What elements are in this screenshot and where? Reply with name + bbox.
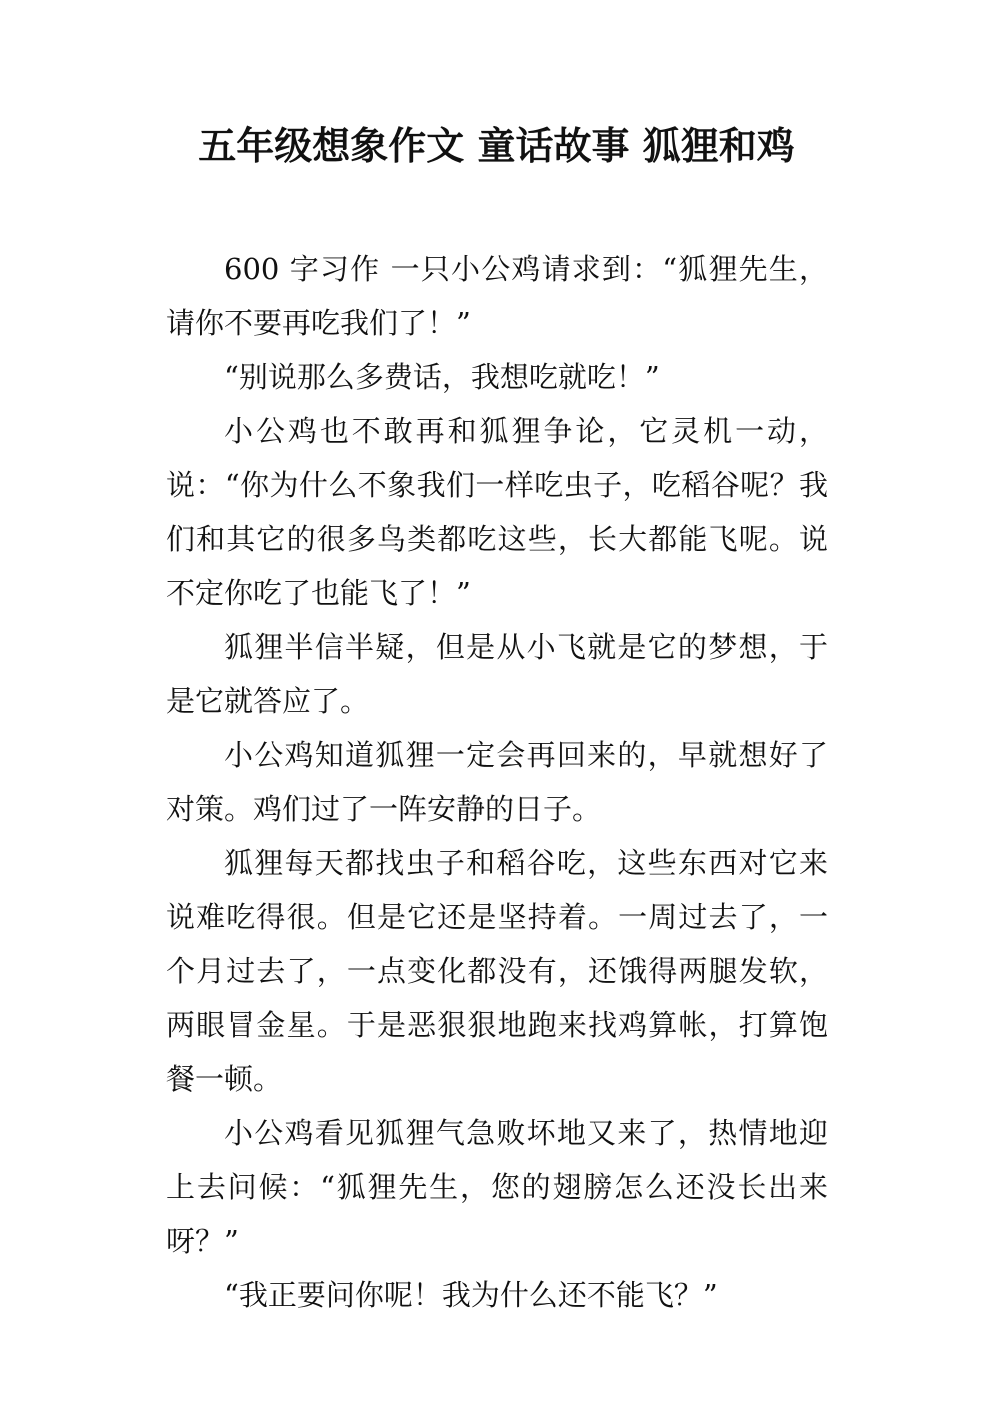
paragraph: 狐狸每天都找虫子和稻谷吃，这些东西对它来说难吃得很。但是它还是坚持着。一周过去了，一个月过去了，一点变化都没有，还饿得两腿发软，两眼冒金星。于是恶狠狠地跑来找鸡算帐，打算饱餐一顿。 xyxy=(166,846,828,1096)
paragraph: 小公鸡知道狐狸一定会再回来的，早就想好了对策。鸡们过了一阵安静的日子。 xyxy=(166,738,828,826)
paragraph: “我正要问你呢！我为什么还不能飞？” xyxy=(224,1278,718,1312)
paragraph: 小公鸡看见狐狸气急败坏地又来了，热情地迎上去问候：“狐狸先生，您的翅膀怎么还没长出来呀？” xyxy=(166,1116,828,1258)
paragraph: 小公鸡也不敢再和狐狸争论，它灵机一动，说：“你为什么不象我们一样吃虫子，吃稻谷呢？我们和其它的很多鸟类都吃这些，长大都能飞呢。说不定你吃了也能飞了！” xyxy=(166,414,828,610)
paragraph: 狐狸半信半疑，但是从小飞就是它的梦想，于是它就答应了。 xyxy=(166,630,828,718)
paragraph: “别说那么多费话，我想吃就吃！” xyxy=(224,360,660,394)
document-body xyxy=(166,242,828,1322)
document-title: 五年级想象作文 童话故事 狐狸和鸡 xyxy=(198,124,795,168)
paragraph: 600 字习作 一只小公鸡请求到：“狐狸先生，请你不要再吃我们了！” xyxy=(166,252,828,340)
